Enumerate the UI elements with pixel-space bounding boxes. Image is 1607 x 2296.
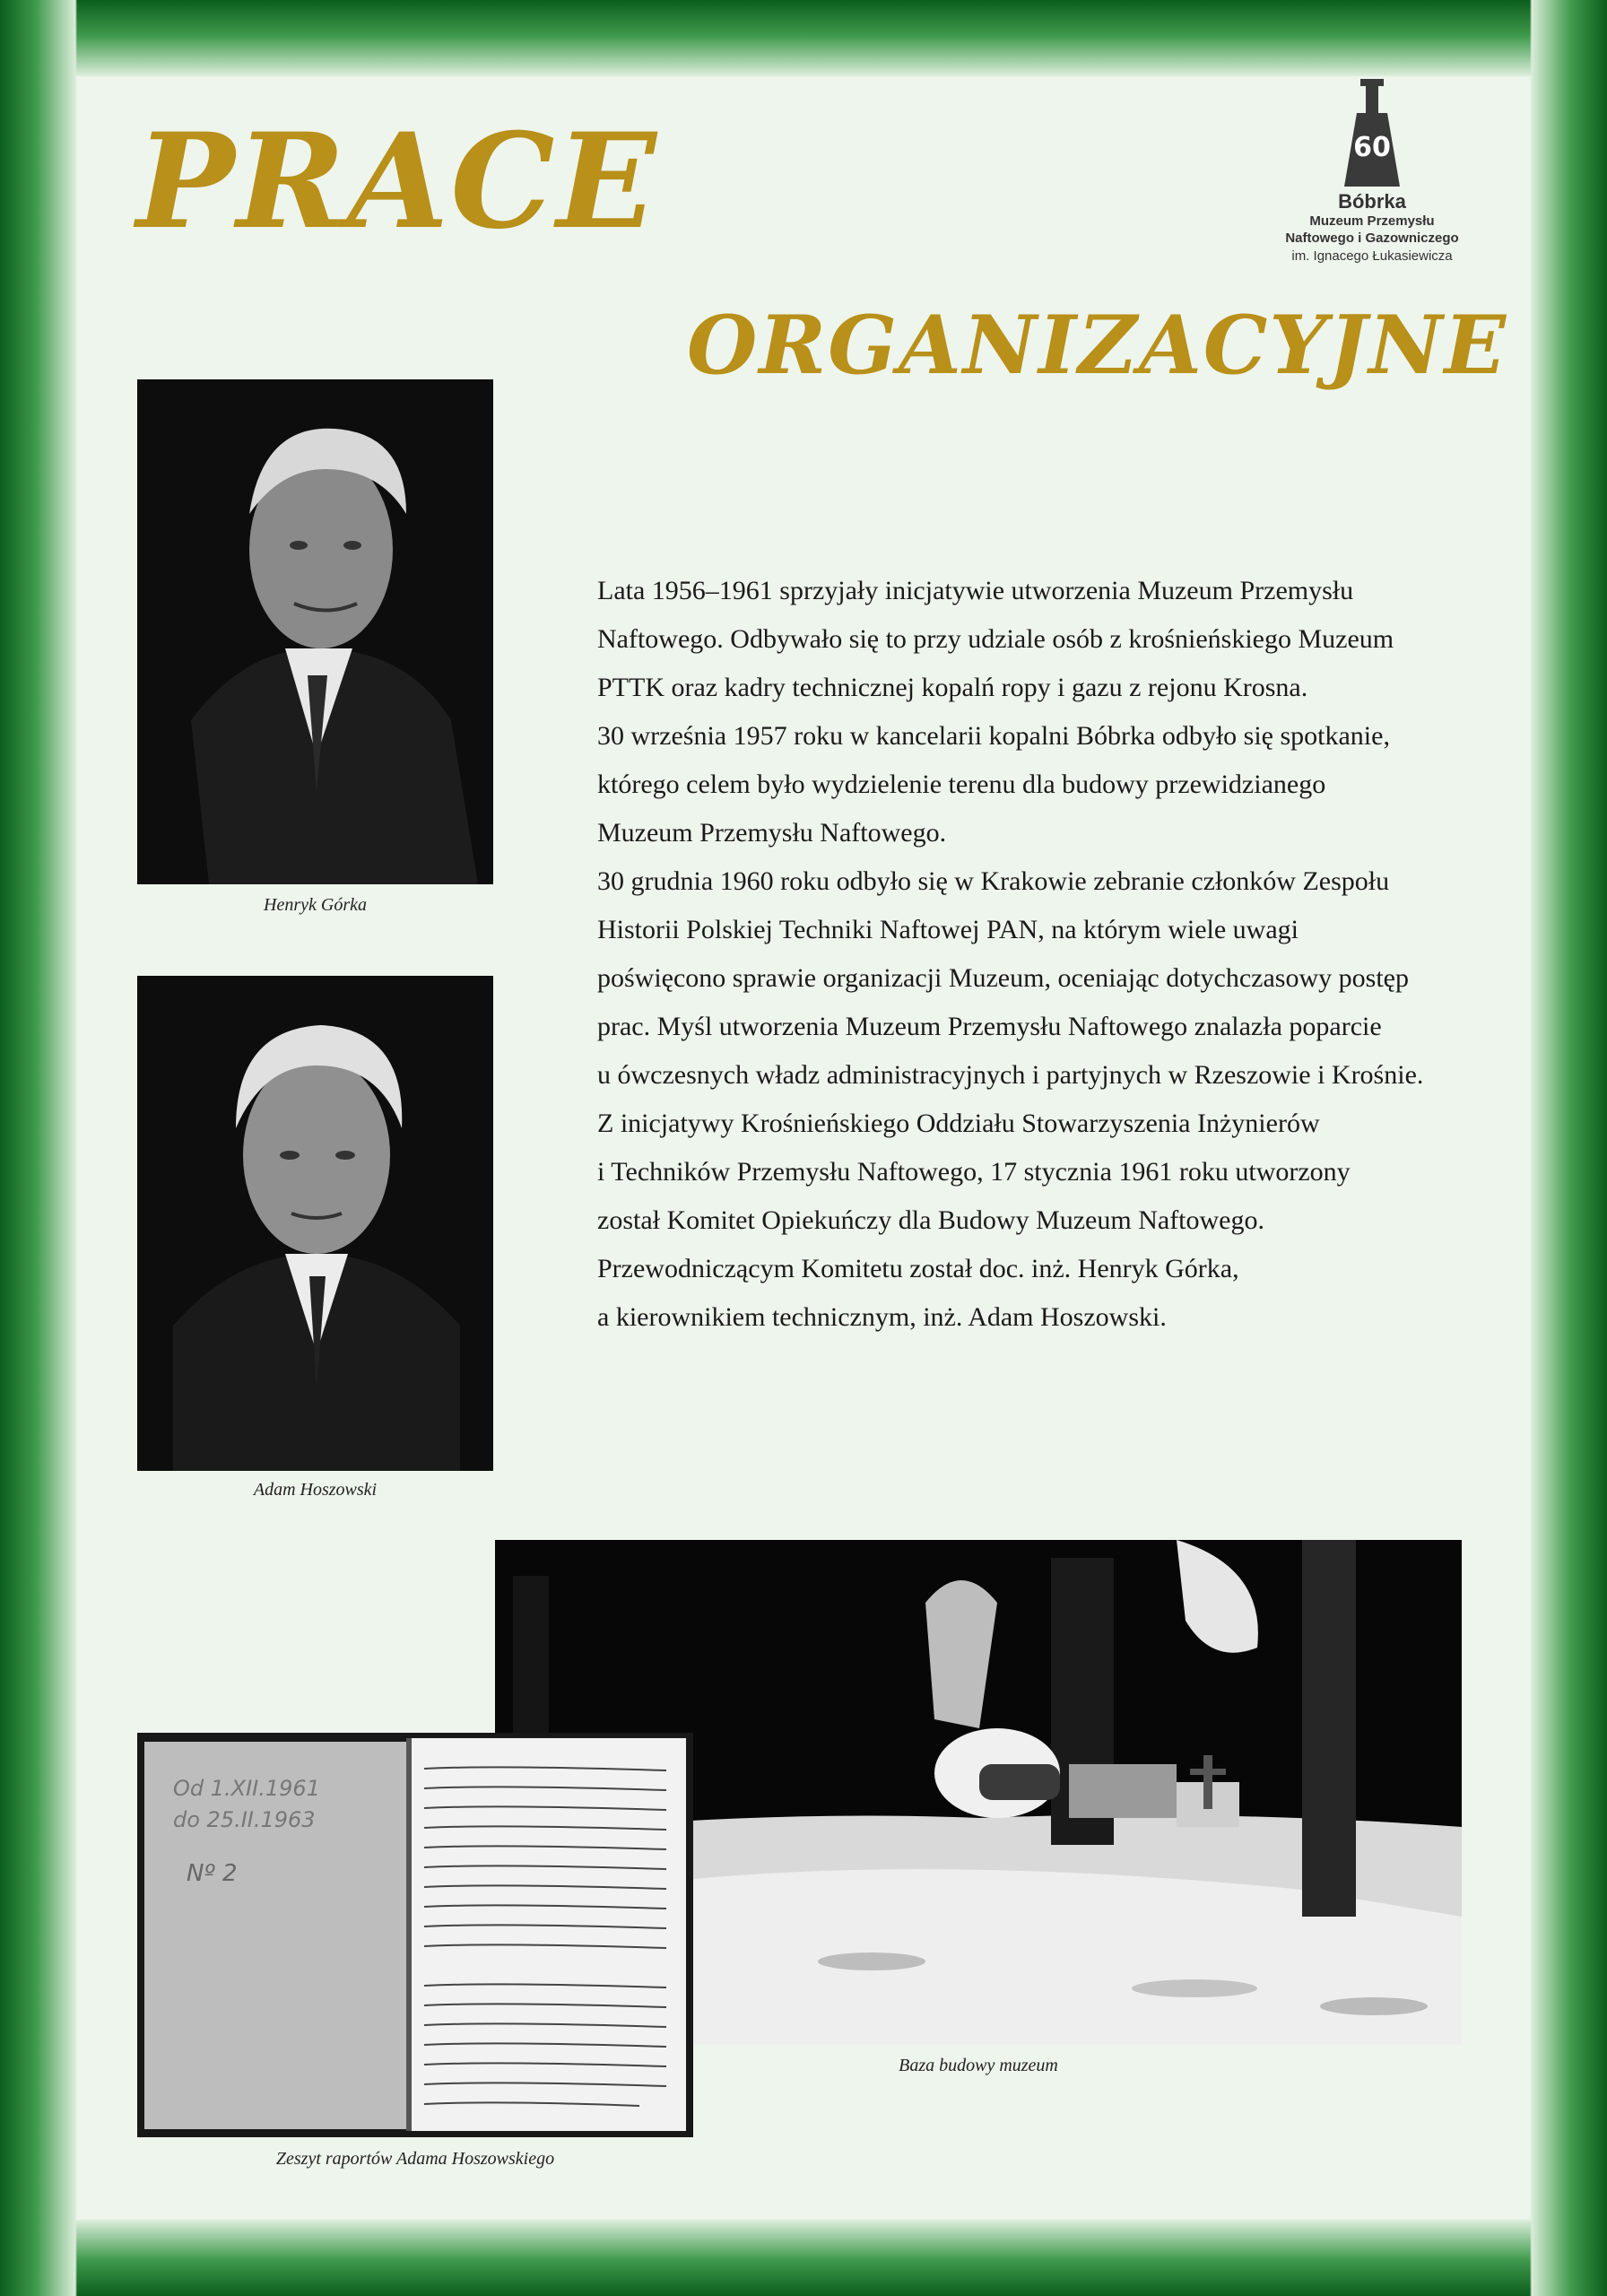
body-line: Z inicjatywy Krośnieńskiego Oddziału Stowarzyszenia Inżynierów — [597, 1109, 1320, 1138]
oil-derrick-logo-icon — [1341, 79, 1403, 187]
notebook-photo-icon — [137, 1733, 693, 2137]
body-line: 30 grudnia 1960 roku odbyło się w Krakowie zebranie członków Zespołu — [597, 866, 1390, 896]
caption-henryk-gorka: Henryk Górka — [264, 895, 367, 915]
body-line: 30 września 1957 roku w kancelarii kopalni Bóbrka odbyło się spotkanie, — [597, 721, 1390, 751]
body-line: którego celem było wydzielenie terenu dla budowy przewidzianego — [597, 770, 1326, 799]
notebook-cover-line2: do 25.II.1963 — [173, 1807, 316, 1832]
notebook-cover-line1: Od 1.XII.1961 — [173, 1776, 320, 1801]
portrait-gorka-icon — [137, 379, 493, 884]
logo-line4: im. Ignacego Łukasiewicza — [1291, 248, 1453, 264]
logo-line3: Naftowego i Gazowniczego — [1285, 230, 1459, 246]
notebook-cover-number: Nº 2 — [187, 1860, 238, 1887]
body-line: został Komitet Opiekuńczy dla Budowy Muzeum Naftowego. — [597, 1205, 1264, 1235]
photo-adam-hoszowski — [137, 976, 493, 1471]
caption-construction-base: Baza budowy muzeum — [899, 2056, 1058, 2075]
title-organizacyjne: ORGANIZACYJNE — [687, 298, 1508, 393]
body-line: u ówczesnych władz administracyjnych i partyjnych w Rzeszowie i Krośnie. — [597, 1060, 1424, 1090]
body-line: a kierownikiem technicznym, inż. Adam Hoszowski. — [597, 1302, 1167, 1332]
body-text — [597, 567, 1530, 1342]
museum-logo — [1247, 79, 1498, 265]
body-line: poświęcono sprawie organizacji Muzeum, oceniając dotychczasowy postęp — [597, 963, 1409, 993]
body-line: Naftowego. Odbywało się to przy udziale osób z krośnieńskiego Muzeum — [597, 624, 1394, 654]
caption-adam-hoszowski: Adam Hoszowski — [253, 1480, 378, 1500]
portrait-hoszowski-icon — [137, 976, 493, 1471]
logo-name: Bóbrka — [1338, 190, 1406, 213]
body-line: Historii Polskiej Techniki Naftowej PAN, na którym wiele uwagi — [597, 915, 1299, 944]
body-line: prac. Myśl utworzenia Muzeum Przemysłu Naftowego znalazła poparcie — [597, 1012, 1382, 1041]
body-line: i Techników Przemysłu Naftowego, 17 stycznia 1961 roku utworzony — [597, 1157, 1351, 1187]
body-line: Lata 1956–1961 sprzyjały inicjatywie utworzenia Muzeum Przemysłu — [597, 576, 1354, 605]
caption-notebook: Zeszyt raportów Adama Hoszowskiego — [275, 2149, 555, 2169]
logo-badge-60: 60 — [1353, 132, 1391, 163]
body-line: Muzeum Przemysłu Naftowego. — [597, 818, 947, 848]
title-prace: PRACE — [136, 105, 658, 258]
body-line: PTTK oraz kadry technicznej kopalń ropy i gazu z rejonu Krosna. — [597, 673, 1308, 702]
photo-henryk-gorka — [137, 379, 493, 884]
photo-notebook — [137, 1733, 693, 2137]
body-line: Przewodniczącym Komitetu został doc. inż. Henryk Górka, — [597, 1254, 1239, 1283]
logo-line2: Muzeum Przemysłu — [1309, 213, 1435, 229]
